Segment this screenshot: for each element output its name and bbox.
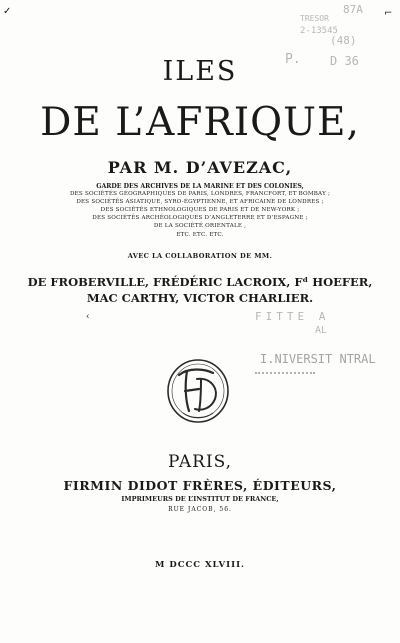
author-line: PAR M. D’AVEZAC, bbox=[107, 158, 293, 177]
title-line-2: DE L’AFRIQUE, bbox=[40, 100, 360, 145]
author-credential: DES SOCIÉTÉS GÉOGRAPHIQUES DE PARIS, LONDRES, FRANCFORT, ET BOMBAY ; bbox=[69, 191, 331, 197]
library-stamp: TRESOR bbox=[300, 14, 329, 23]
library-stamp: P. bbox=[285, 52, 301, 67]
author-credential: DES SOCIÉTÉS ETHNOLOGIQUES DE PARIS ET DE NEW-YORK ; bbox=[100, 207, 300, 213]
printer-line: IMPRIMEURS DE L’INSTITUT DE FRANCE, bbox=[121, 495, 279, 503]
collaborators-line-2: MAC CARTHY, VICTOR CHARLIER. bbox=[86, 291, 314, 305]
collaborators-line-1: DE FROBERVILLE, FRÉDÉRIC LACROIX, Fᵈ HOEFER, bbox=[27, 275, 373, 289]
margin-mark-icon: ‹ bbox=[86, 312, 90, 322]
library-stamp: (48) bbox=[330, 34, 357, 47]
author-credential: DE LA SOCIÉTÉ ORIENTALE , bbox=[153, 223, 247, 229]
library-stamp: D 36 bbox=[330, 54, 359, 68]
author-credential: ETC. ETC. ETC. bbox=[176, 232, 224, 238]
title-line-1: ILES bbox=[162, 56, 238, 87]
publication-year: M DCCC XLVIII. bbox=[154, 560, 246, 570]
publication-city: PARIS, bbox=[167, 452, 233, 472]
library-stamp: FITTE A bbox=[255, 310, 330, 323]
publisher-monogram-icon bbox=[165, 357, 231, 425]
university-stamp: I.NIVERSIT NTRAL bbox=[260, 352, 376, 366]
collaboration-heading: AVEC LA COLLABORATION DE MM. bbox=[127, 252, 273, 260]
corner-mark-icon: ⌐ bbox=[384, 8, 393, 19]
publisher-name: FIRMIN DIDOT FRÈRES, ÉDITEURS, bbox=[63, 478, 337, 493]
library-stamp: AL bbox=[315, 325, 328, 336]
author-credential: DES SOCIÉTÉS ARCHÉOLOGIQUES D’ANGLETERRE ET D’ESPAGNE ; bbox=[92, 215, 308, 221]
publisher-address: RUE JACOB, 56. bbox=[168, 506, 232, 513]
stamp-dots bbox=[255, 372, 315, 380]
library-stamp: 2-13545 bbox=[300, 26, 338, 36]
library-stamp: 87A bbox=[343, 3, 363, 16]
corner-mark-icon: ✓ bbox=[3, 6, 12, 17]
author-credential: DES SOCIÉTÉS ASIATIQUE, SYRO-ÉGYPTIENNE, ET AFRICAINE DE LONDRES ; bbox=[76, 199, 324, 205]
author-credential: GARDE DES ARCHIVES DE LA MARINE ET DES COLONIES, bbox=[96, 183, 304, 190]
